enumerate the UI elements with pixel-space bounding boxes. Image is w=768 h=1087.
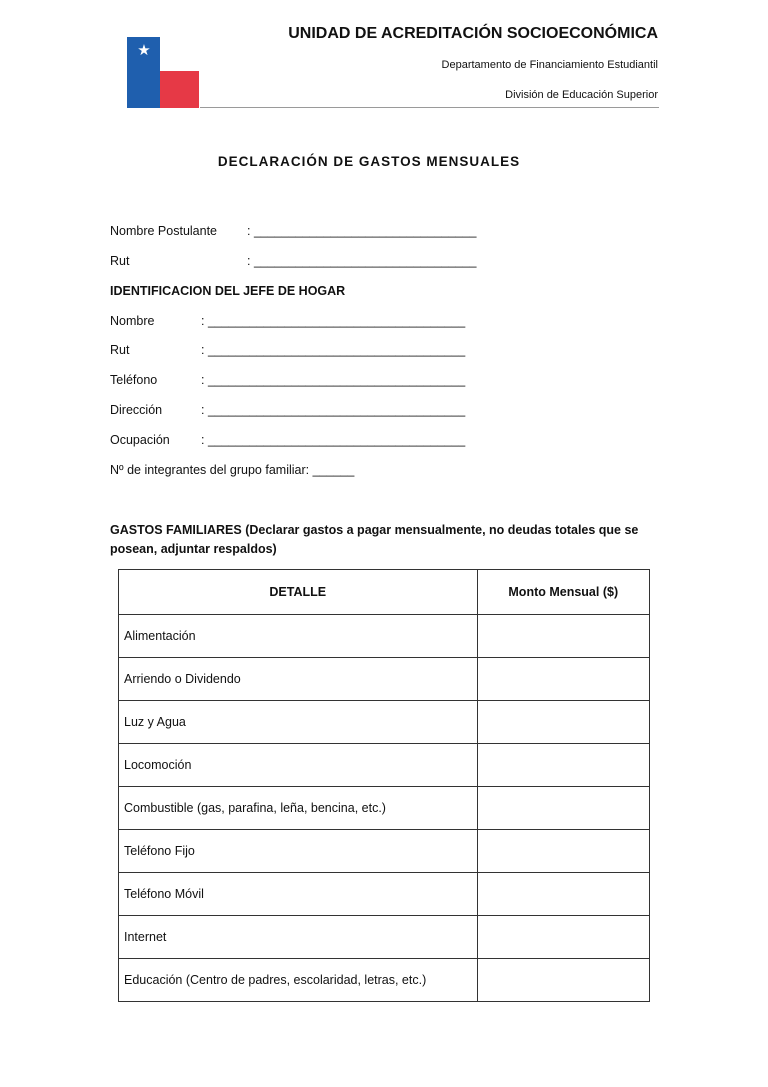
row-detail: Alimentación	[119, 615, 478, 658]
table-row	[119, 873, 650, 916]
row-amount-cell[interactable]	[477, 701, 650, 744]
head-occupation-field[interactable]: : _____________________________________	[201, 433, 466, 447]
star-icon: ★	[137, 42, 151, 59]
row-amount-cell[interactable]	[477, 615, 650, 658]
applicant-name-field[interactable]: : ________________________________	[247, 224, 477, 238]
table-row	[119, 701, 650, 744]
head-rut-label: Rut	[110, 343, 130, 357]
header-department: Departamento de Financiamiento Estudiantil	[441, 59, 658, 71]
applicant-rut-field[interactable]: : ________________________________	[247, 254, 477, 268]
row-detail: Teléfono Móvil	[119, 873, 478, 916]
table-row	[119, 916, 650, 959]
table-row	[119, 830, 650, 873]
table-row	[119, 658, 650, 701]
applicant-rut-label: Rut	[110, 254, 130, 268]
table-row	[119, 744, 650, 787]
head-address-field[interactable]: : _____________________________________	[201, 403, 466, 417]
household-head-heading: IDENTIFICACION DEL JEFE DE HOGAR	[110, 284, 346, 298]
expenses-intro: GASTOS FAMILIARES (Declarar gastos a pagar mensualmente, no deudas totales que se posean, adjuntar respaldos)	[110, 523, 639, 556]
row-detail: Teléfono Fijo	[119, 830, 478, 873]
row-amount-cell[interactable]	[477, 658, 650, 701]
column-header-detail: DETALLE	[119, 570, 478, 615]
row-detail: Internet	[119, 916, 478, 959]
head-name-field[interactable]: : _____________________________________	[201, 314, 466, 328]
row-amount-cell[interactable]	[477, 959, 650, 1002]
head-rut-field[interactable]: : _____________________________________	[201, 343, 466, 357]
row-detail: Arriendo o Dividendo	[119, 658, 478, 701]
header-divider	[200, 107, 659, 108]
table-row	[119, 787, 650, 830]
table-row	[119, 615, 650, 658]
head-phone-label: Teléfono	[110, 373, 158, 387]
document-title	[0, 154, 768, 169]
head-address-label: Dirección	[110, 403, 163, 417]
row-detail: Luz y Agua	[119, 701, 478, 744]
table-header-row	[119, 570, 650, 615]
header-division: División de Educación Superior	[505, 89, 658, 101]
logo-text: Gobierno de Chile	[174, 43, 206, 57]
expenses-table	[118, 569, 650, 1002]
head-name-label: Nombre	[110, 314, 155, 328]
header-title: UNIDAD DE ACREDITACIÓN SOCIOECONÓMICA	[288, 25, 658, 42]
row-amount-cell[interactable]	[477, 787, 650, 830]
family-members-field[interactable]: Nº de integrantes del grupo familiar: ______	[110, 463, 355, 477]
gobierno-de-chile-logo	[127, 37, 206, 108]
row-amount-cell[interactable]	[477, 830, 650, 873]
row-detail: Combustible (gas, parafina, leña, bencina, etc.)	[119, 787, 478, 830]
head-occupation-label: Ocupación	[110, 433, 170, 447]
column-header-amount: Monto Mensual ($)	[477, 570, 650, 615]
document-title-text: DECLARACIÓN DE GASTOS MENSUALES	[217, 154, 521, 169]
row-detail: Educación (Centro de padres, escolaridad, letras, etc.)	[119, 959, 478, 1002]
table-row	[119, 959, 650, 1002]
row-detail: Locomoción	[119, 744, 478, 787]
row-amount-cell[interactable]	[477, 873, 650, 916]
row-amount-cell[interactable]	[477, 744, 650, 787]
row-amount-cell[interactable]	[477, 916, 650, 959]
applicant-name-label: Nombre Postulante	[110, 224, 218, 238]
head-phone-field[interactable]: : _____________________________________	[201, 373, 466, 387]
